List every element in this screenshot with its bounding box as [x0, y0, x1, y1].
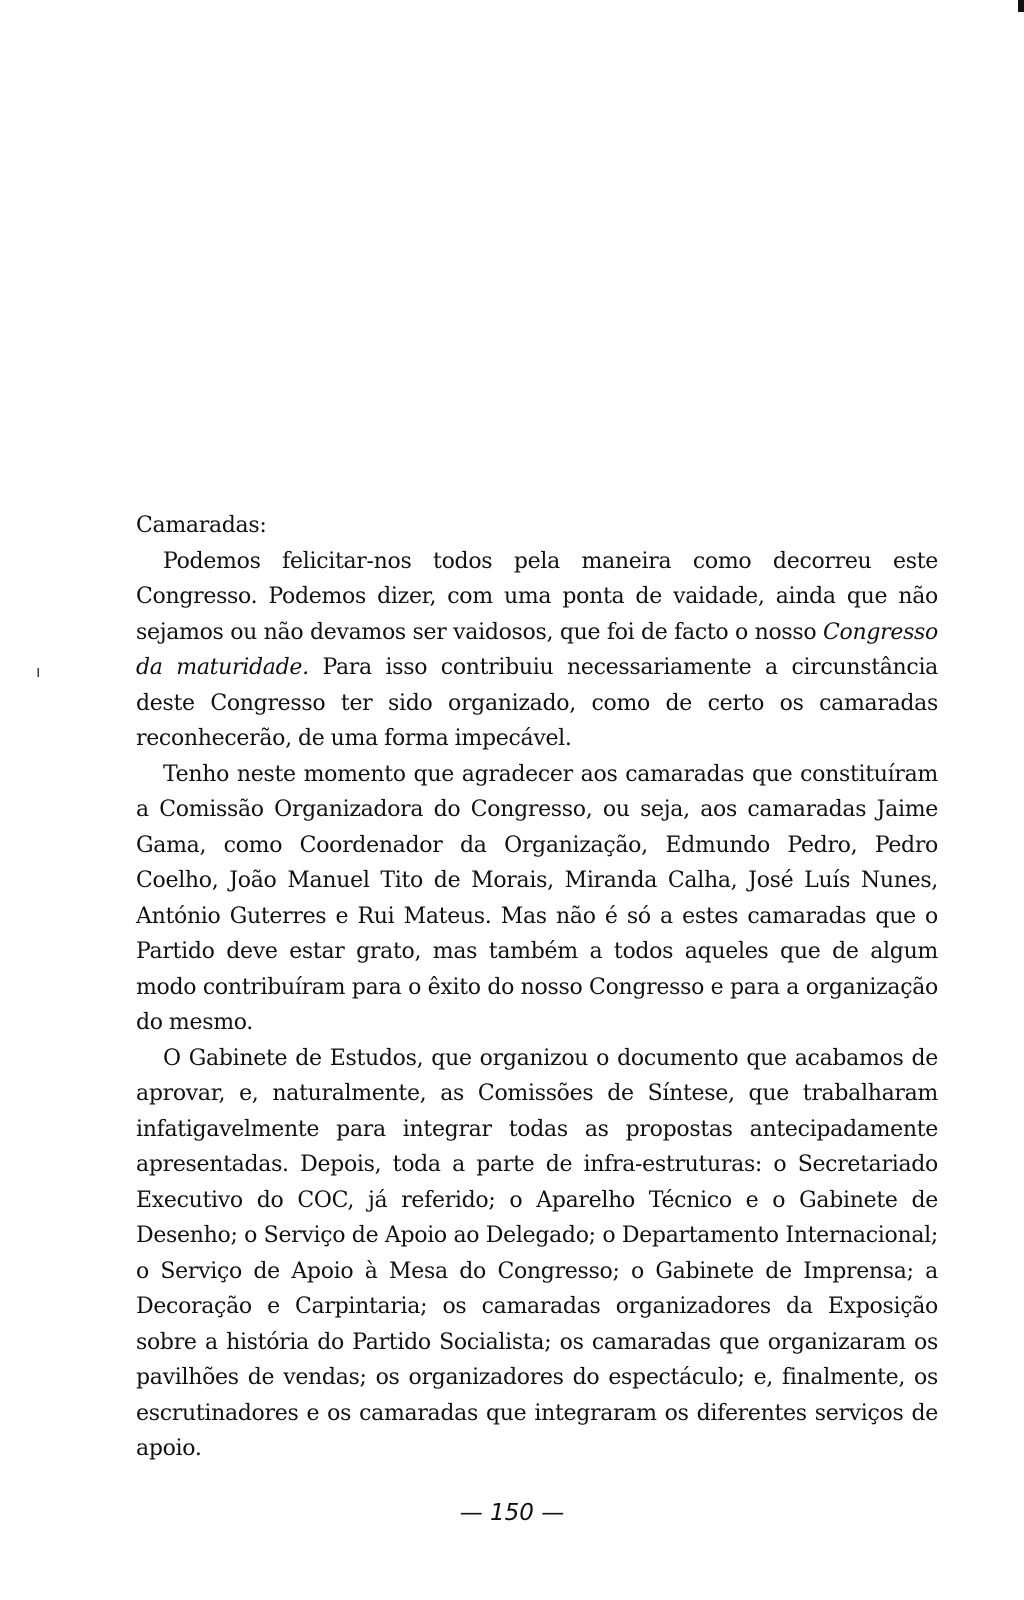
corner-scan-mark: [1018, 0, 1024, 12]
margin-mark: ı: [36, 662, 41, 681]
paragraph-1: [136, 544, 938, 757]
paragraph-1-text-end: Para isso contribuiu necessariamente a circunstância deste Congresso ter sido organizado, como de certo os camaradas reconhecerão, de uma forma impecável.: [136, 655, 938, 751]
paragraph-1-italic-phrase: Congresso da maturidade.: [136, 619, 938, 680]
page-number: — 150 —: [459, 1500, 565, 1526]
paragraph-2: Tenho neste momento que agradecer aos camaradas que constituíram a Comissão Organizadora do Congresso, ou seja, aos camaradas Jaime Gama, como Coordenador da Organização, Edmundo Pedro, Pedro Coelho, João Manuel Tito de Morais, Miranda Calha, José Luís Nunes, António Guterres e Rui Mateus. Mas não é só a estes camaradas que o Partido deve estar grato, mas também a todos aqueles que de algum modo contribuíram para o êxito do nosso Congresso e para a organização do mesmo.: [136, 761, 938, 1035]
body-text: [136, 508, 938, 1467]
paragraph-3: O Gabinete de Estudos, que organizou o documento que acabamos de aprovar, e, naturalmente, as Comissões de Síntese, que trabalharam infatigavelmente para integrar todas as propostas antecipadamente apresentadas. Depois, toda a parte de infra-estruturas: o Secretariado Executivo do COC, já referido; o Aparelho Técnico e o Gabinete de Desenho; o Serviço de Apoio ao Delegado; o Departamento Internacional; o Serviço de Apoio à Mesa do Congresso; o Gabinete de Imprensa; a Decoração e Carpintaria; os camaradas organizadores da Exposição sobre a história do Partido Socialista; os camaradas que organizaram os pavilhões de vendas; os organizadores do espectáculo; e, finalmente, os escrutinadores e os camaradas que integraram os diferentes serviços de apoio.: [136, 1045, 938, 1461]
salutation: Camaradas:: [136, 513, 267, 538]
paragraph-1-text-start: Podemos felicitar-nos todos pela maneira como decorreu este Congresso. Podemos dizer, com uma ponta de vaidade, ainda que não sejamos ou não devamos ser vaidosos, que foi de facto o nosso: [136, 548, 938, 645]
